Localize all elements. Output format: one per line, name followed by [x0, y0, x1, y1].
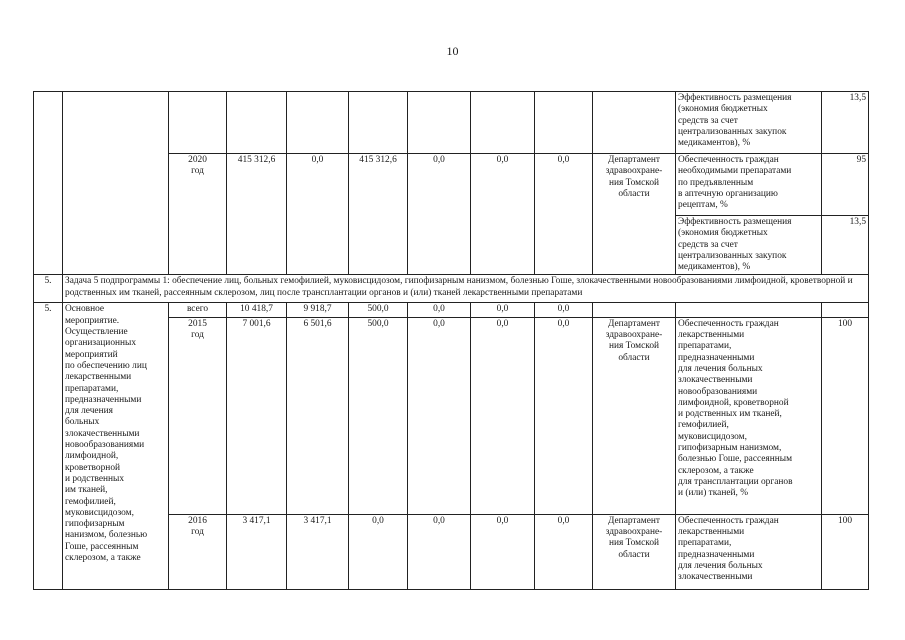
task-text: Задача 5 подпрограммы 1: обеспечение лиц, больных гемофилией, муковисцидозом, гипофизарным нанизмом, болезнью Гоше, злокачественными новообразованиями лимфоидной, кроветворной и родственных им тканей, рассеянным склерозом, лиц после трансплантации органов и (или) тканей лекарственными препаратами [63, 275, 869, 303]
indicator-value: 13,5 [822, 92, 869, 154]
loc-cell: 0,0 [408, 514, 471, 589]
reg-cell: 415 312,6 [349, 154, 408, 275]
table-row [34, 303, 869, 317]
total-cell: 7 001,6 [227, 317, 287, 514]
year-cell [169, 92, 227, 154]
total-cell [227, 92, 287, 154]
indicator-value: 95 [822, 154, 869, 216]
total-cell: 10 418,7 [227, 303, 287, 317]
extra-cell: 0,0 [471, 303, 535, 317]
reg-cell [349, 92, 408, 154]
executor-cell: Департамент здравоохране- ния Томской области [593, 154, 676, 275]
indicator-cell: Эффективность размещения (экономия бюджетных средств за счет централизованных закупок медикаментов), % [676, 216, 822, 275]
program-table [33, 91, 869, 590]
other-cell: 0,0 [535, 514, 593, 589]
reg-cell: 500,0 [349, 317, 408, 514]
year-cell: 2015 год [169, 317, 227, 514]
extra-cell: 0,0 [471, 154, 535, 275]
other-cell: 0,0 [535, 317, 593, 514]
event-num: 5. [34, 303, 63, 589]
other-cell: 0,0 [535, 154, 593, 275]
indicator-value: 100 [822, 317, 869, 514]
executor-cell [593, 92, 676, 154]
page-number: 10 [446, 44, 459, 58]
other-cell [535, 92, 593, 154]
loc-cell [408, 92, 471, 154]
executor-cell: Департамент здравоохране- ния Томской области [593, 317, 676, 514]
extra-cell: 0,0 [471, 317, 535, 514]
loc-cell: 0,0 [408, 317, 471, 514]
fed-cell: 3 417,1 [287, 514, 349, 589]
task-row [34, 275, 869, 303]
extra-cell [471, 92, 535, 154]
indicator-value: 100 [822, 514, 869, 589]
table-row [34, 92, 869, 154]
indicator-cell [676, 303, 822, 317]
other-cell: 0,0 [535, 303, 593, 317]
loc-cell: 0,0 [408, 303, 471, 317]
executor-cell: Департамент здравоохране- ния Томской области [593, 514, 676, 589]
indicator-cell: Обеспеченность граждан лекарственными препаратами, предназначенными для лечения больных злокачественными новообразованиями лимфоидной, кроветворной и родственных им тканей, гемофилией, муковисцидозом, гипофизарным нанизмом, болезнью Гоше, рассеянным склерозом, а также для трансплантации органов и (или) тканей, % [676, 317, 822, 514]
indicator-value: 13,5 [822, 216, 869, 275]
indicator-value [822, 303, 869, 317]
fed-cell: 0,0 [287, 154, 349, 275]
extra-cell: 0,0 [471, 514, 535, 589]
fed-cell [287, 92, 349, 154]
total-cell: 415 312,6 [227, 154, 287, 275]
num-cell [34, 92, 63, 275]
task-num: 5. [34, 275, 63, 303]
reg-cell: 500,0 [349, 303, 408, 317]
fed-cell: 9 918,7 [287, 303, 349, 317]
loc-cell: 0,0 [408, 154, 471, 275]
indicator-cell: Обеспеченность граждан лекарственными препаратами, предназначенными для лечения больных злокачественными [676, 514, 822, 589]
reg-cell: 0,0 [349, 514, 408, 589]
indicator-cell: Эффективность размещения (экономия бюджетных средств за счет централизованных закупок медикаментов), % [676, 92, 822, 154]
event-name: Основное мероприятие. Осуществление организационных мероприятий по обеспечению лиц лекарственными препаратами, предназначенными для лечения больных злокачественными новообразованиями лимфоидной, кроветворной и родственных им тканей, гемофилией, муковисцидозом, гипофизарным нанизмом, болезнью Гоше, рассеянным склерозом, а также [63, 303, 169, 589]
year-cell: 2020 год [169, 154, 227, 275]
event-name-cell [63, 92, 169, 275]
fed-cell: 6 501,6 [287, 317, 349, 514]
year-cell: всего [169, 303, 227, 317]
indicator-cell: Обеспеченность граждан необходимыми препаратами по предъявленным в аптечную организацию рецептам, % [676, 154, 822, 216]
year-cell: 2016 год [169, 514, 227, 589]
total-cell: 3 417,1 [227, 514, 287, 589]
executor-cell [593, 303, 676, 317]
